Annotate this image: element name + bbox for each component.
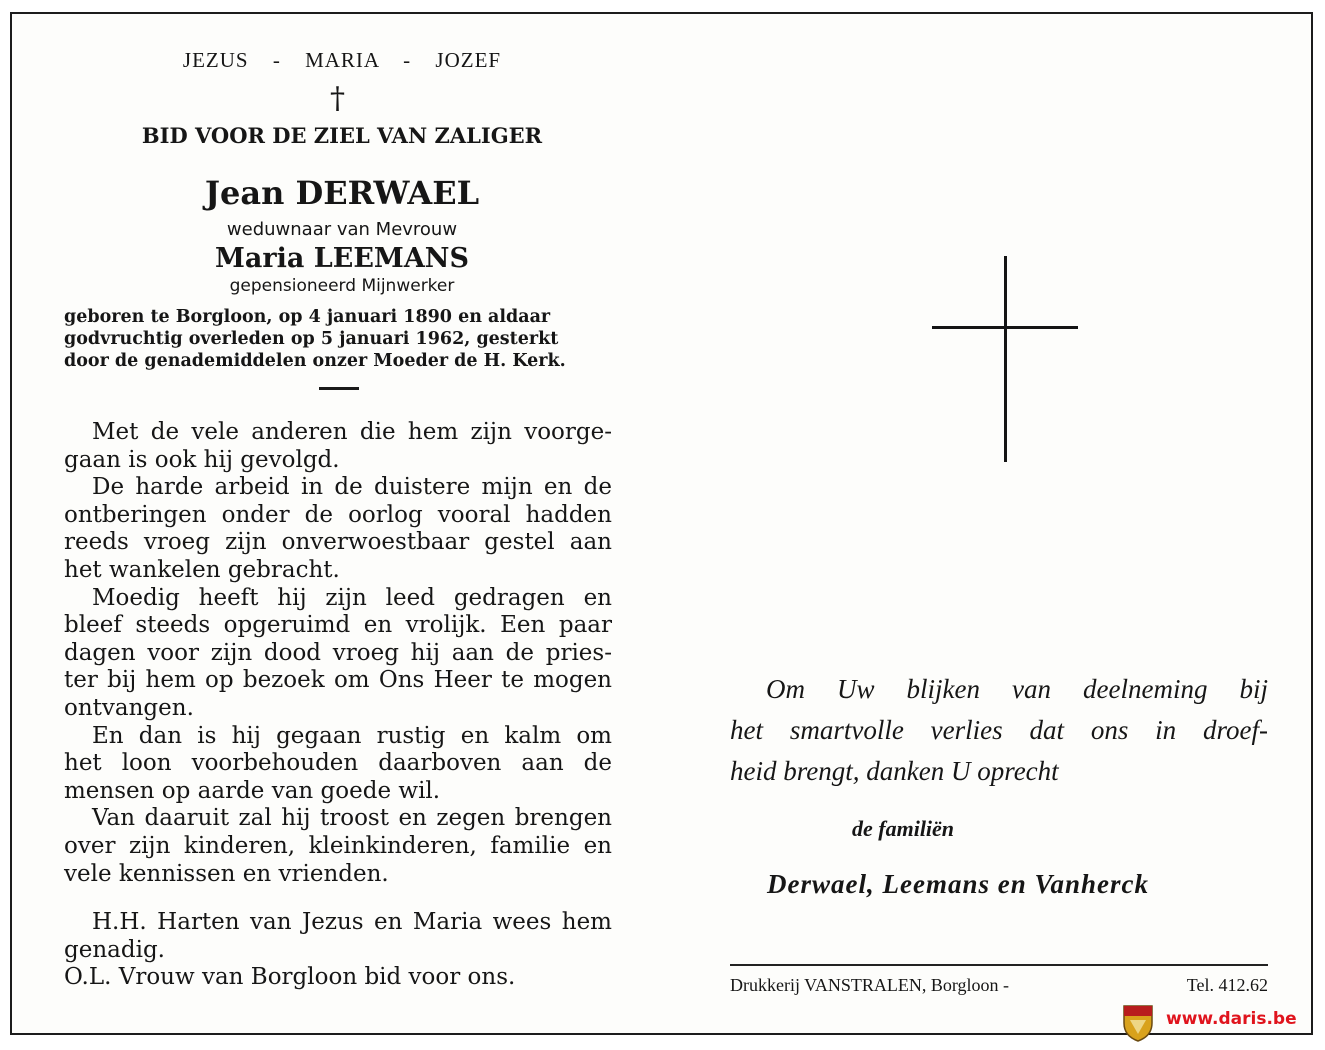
- text-line: Met de vele anderen die hem zijn voorge-: [92, 419, 612, 445]
- right-page: [672, 14, 1315, 1033]
- text-line: ter bij hem op bezoek om Ons Heer te mogen: [64, 667, 612, 694]
- left-page: [12, 14, 672, 1033]
- text-line: ontvangen.: [64, 694, 194, 721]
- printer-line: [730, 975, 1268, 996]
- text-line: mensen op aarde van goede wil.: [64, 777, 441, 804]
- memorial-card: [10, 12, 1313, 1035]
- families-label: de familiën: [852, 816, 955, 841]
- thanks-text: [730, 669, 1268, 792]
- text-line: over zijn kinderen, kleinkinderen, familie en: [64, 832, 612, 859]
- relation-line: weduwnaar van Mevrouw: [226, 219, 458, 240]
- divider-dash: [319, 387, 359, 390]
- birth-death-text: [64, 306, 614, 372]
- small-cross-icon: †: [330, 81, 345, 116]
- text-line: ontberingen onder de oorlog vooral hadden: [64, 501, 612, 528]
- text-line: godvruchtig overleden op 5 januari 1962, gesterkt: [64, 329, 559, 349]
- printer-name: Drukkerij VANSTRALEN, Borgloon -: [730, 975, 1009, 995]
- paragraph-gap: [64, 888, 612, 909]
- text-line: reeds vroeg zijn onverwoestbaar gestel aan: [64, 529, 612, 556]
- spouse-name: Maria LEEMANS: [215, 243, 469, 274]
- printer-rule: [730, 964, 1268, 966]
- text-line: genadig.: [64, 936, 165, 963]
- text-line: door de genademiddelen onzer Moeder de H. Kerk.: [64, 351, 566, 371]
- family-names: Derwael, Leemans en Vanherck: [767, 869, 1149, 899]
- coat-of-arms-icon: [1121, 1003, 1155, 1043]
- text-line: De harde arbeid in de duistere mijn en de: [92, 474, 612, 501]
- text-line: het wankelen gebracht.: [64, 556, 340, 583]
- large-cross-icon: [1004, 256, 1007, 462]
- text-line: O.L. Vrouw van Borgloon bid voor ons.: [64, 964, 516, 991]
- text-line: bleef steeds opgeruimd en vrolijk. Een paar: [64, 612, 612, 639]
- text-line: vele kennissen en vrienden.: [64, 860, 389, 887]
- text-line: geboren te Borgloon, op 4 januari 1890 en aldaar: [64, 307, 551, 327]
- header-line: JEZUS - MARIA - JOZEF: [182, 48, 502, 72]
- text-line: het loon voorbehouden daarboven aan de: [64, 750, 612, 777]
- text-line: dagen voor zijn dood vroeg hij aan de pries-: [64, 639, 612, 666]
- text-line: Moedig heeft hij zijn leed gedragen en: [92, 584, 612, 611]
- text-line: Van daaruit zal hij troost en zegen brengen: [92, 805, 612, 832]
- occupation: gepensioneerd Mijnwerker: [229, 276, 455, 296]
- text-line: En dan is hij gegaan rustig en kalm om: [92, 722, 612, 749]
- text-line: H.H. Harten van Jezus en Maria wees hem: [92, 909, 612, 936]
- printer-tel: Tel. 412.62: [1186, 975, 1268, 995]
- large-cross-bar: [932, 326, 1078, 329]
- text-line: heid brengt, danken U oprecht: [730, 756, 1059, 786]
- text-line: Om Uw blijken van deelneming bij: [766, 674, 1268, 704]
- text-line: gaan is ook hij gevolgd.: [64, 446, 340, 473]
- prayer-heading: BID VOOR DE ZIEL VAN ZALIGER: [141, 123, 543, 148]
- deceased-name: Jean DERWAEL: [204, 174, 480, 212]
- watermark-url[interactable]: www.daris.be: [1166, 1009, 1297, 1029]
- memorial-text: [64, 419, 612, 992]
- text-line: het smartvolle verlies dat ons in droef-: [730, 715, 1268, 745]
